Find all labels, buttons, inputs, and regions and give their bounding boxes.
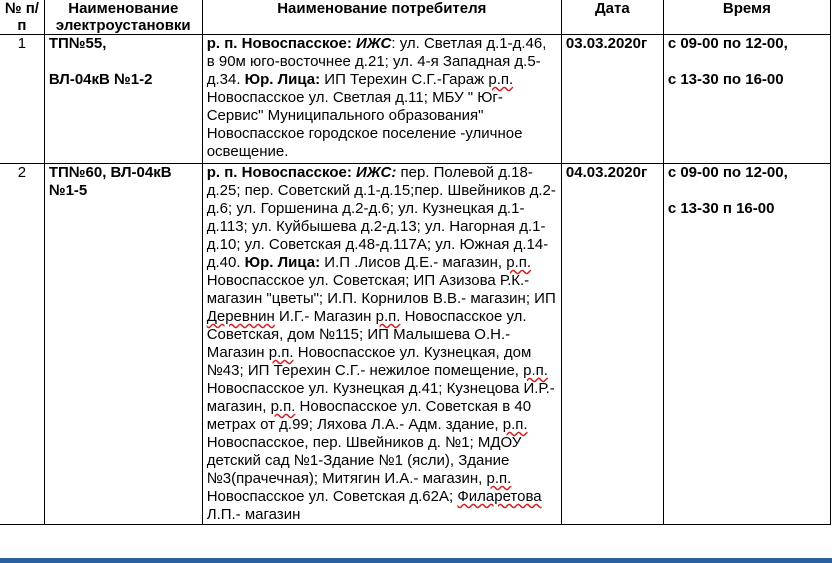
row-num: 1 <box>0 35 44 164</box>
time-slot: с 09-00 по 12-00, <box>667 164 788 181</box>
izhs-text: пер. Полевой д.18-д.25; пер. Советский д.1-д.15;пер. Швейников д.2-д.6; ул. Горшенина д.2-д.6; ул. Кузнецкая д.1-д.113; ул. Куйбышева д.2-д.13; ул. Нагорная д.1-д.10; ул. Советская д.48-д.117А; ул. Южная д.14-д.40. <box>206 164 556 271</box>
row-consumer <box>202 164 561 525</box>
izhs-text: : ул. Светлая д.1-д.46, в 90м юго-восточнее д.21; ул. 4-я Западная д.5-д.34. <box>206 35 547 88</box>
installation-substation: ТП№55, <box>48 35 107 52</box>
row-date: 04.03.2020г <box>561 164 663 525</box>
legal-text: И.П .Лисов Д.Е.- магазин, <box>320 254 507 271</box>
legal-text: Новоспасское ул. Советская в 40 метрах от д.99; Ляхова Л.А.- Адм. здание, <box>206 398 532 433</box>
legal-text: Новоспасское ул. Советская, дом №115; ИП Малышева О.Н.- Магазин <box>206 308 527 361</box>
legal-text: Новоспасское ул. Кузнецкая, дом №43; ИП Терехин С.Г.- нежилое помещение, <box>206 344 532 379</box>
legal-text: р.п. <box>268 344 294 361</box>
legal-label: Юр. Лица: <box>244 254 321 271</box>
header-installation: Наименование электроустановки <box>44 0 202 35</box>
legal-text: р.п. <box>488 71 514 88</box>
row-date: 03.03.2020г <box>561 35 663 164</box>
time-slot: с 13-30 п 16-00 <box>667 200 775 217</box>
legal-text: р.п. <box>523 362 548 379</box>
legal-text: Деревнин <box>206 308 275 325</box>
header-row <box>0 0 831 35</box>
table-row <box>0 164 831 525</box>
row-num: 2 <box>0 164 44 525</box>
legal-text: р.п. <box>506 254 532 271</box>
time-slot: с 09-00 по 12-00, <box>667 35 788 52</box>
table-row <box>0 35 831 164</box>
time-slot: с 13-30 по 16-00 <box>667 71 784 88</box>
legal-text: Л.П.- магазин <box>206 506 301 523</box>
header-time: Время <box>663 0 830 35</box>
legal-text: Новоспасское ул. Светлая д.11; МБУ " Юг-Сервис" Муниципального образования" Новоспасское городское поселение -уличное освещение. <box>206 89 523 160</box>
legal-text: р.п. <box>270 398 296 415</box>
legal-text: ИП Терехин С.Г.-Гараж <box>320 71 489 88</box>
installation-line: ВЛ-04кВ №1-2 <box>48 71 153 88</box>
row-time <box>663 164 830 525</box>
settlement-label: р. п. Новоспасское: <box>206 35 352 52</box>
settlement-label: р. п. Новоспасское: <box>206 164 352 181</box>
row-consumer <box>202 35 561 164</box>
legal-text: Филаретова <box>457 488 542 505</box>
legal-text: р.п. <box>486 470 512 487</box>
legal-text: р.п. <box>502 416 528 433</box>
legal-text: И.Г.- Магазин <box>274 308 376 325</box>
header-date: Дата <box>561 0 663 35</box>
legal-text: Новоспасское ул. Советская; ИП Азизова Р.К.- магазин "цветы"; И.П. Корнилов В.В.- магазин; ИП <box>206 272 556 307</box>
legal-text: Новоспасское ул. Кузнецкая д.41; Кузнецова И.Р.- магазин, <box>206 380 555 415</box>
legal-text: р.п. <box>375 308 401 325</box>
legal-text: Новоспасское, пер. Швейников д. №1; МДОУ детский сад №1-Здание №1 (ясли), Здание №3(прачечная); Митягин И.А.- магазин, <box>206 434 522 487</box>
row-installation <box>44 35 202 164</box>
window-taskbar-edge <box>0 558 832 563</box>
row-time <box>663 35 830 164</box>
izhs-label: ИЖС: <box>356 164 397 181</box>
legal-text: Новоспасское ул. Советская д.62А; <box>206 488 458 505</box>
header-num: № п/п <box>0 0 44 35</box>
izhs-label: ИЖС <box>356 35 392 52</box>
row-installation: ТП№60, ВЛ-04кВ №1-5 <box>44 164 202 525</box>
legal-label: Юр. Лица: <box>244 71 321 88</box>
header-consumer: Наименование потребителя <box>202 0 561 35</box>
